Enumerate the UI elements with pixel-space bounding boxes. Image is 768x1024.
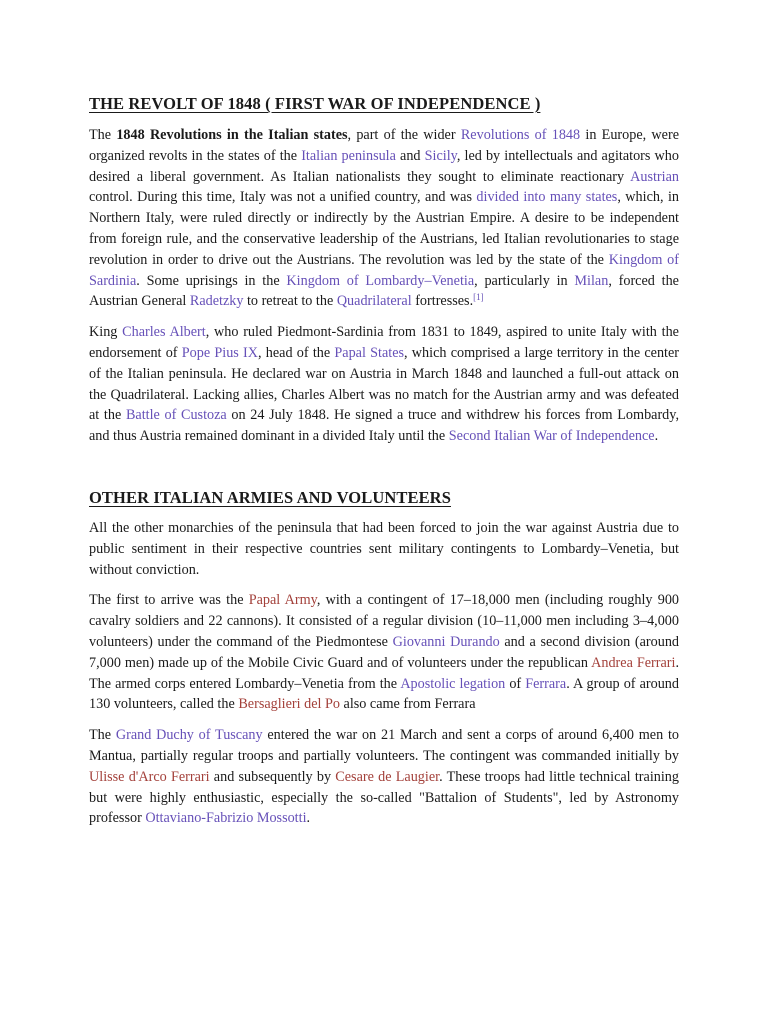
text: The first to arrive was the — [89, 592, 249, 609]
link-sicily[interactable]: Sicily — [424, 147, 457, 164]
link-giovanni-durando[interactable]: Giovanni Durando — [392, 633, 500, 650]
link-ulisse-darco-ferrari[interactable]: Ulisse d'Arco Ferrari — [89, 768, 210, 785]
link-italian-peninsula[interactable]: Italian peninsula — [301, 147, 396, 164]
link-kingdom-sardinia[interactable]: Kingdom of Sardinia — [89, 251, 679, 289]
link-grand-duchy-tuscany[interactable]: Grand Duchy of Tuscany — [115, 727, 263, 744]
text: and a second division (around 7,000 men) made up of the Mobile Civic Guard and of volunteers under the republican — [89, 633, 680, 671]
text: . — [654, 428, 659, 445]
text: . Some uprisings in the — [136, 272, 287, 289]
text: to retreat to the — [243, 293, 337, 310]
link-apostolic-legation[interactable]: Apostolic legation — [400, 675, 506, 692]
link-ferrara[interactable]: Ferrara — [525, 675, 567, 692]
text: King — [89, 324, 123, 341]
text: in Europe, were organized revolts in the states of the — [89, 127, 679, 164]
text: , who ruled Piedmont-Sardinia from 1831 to 1849, aspired to unite Italy with the endorsement of — [89, 324, 679, 361]
link-second-war-independence[interactable]: Second Italian War of Independence — [448, 428, 655, 445]
link-mossotti[interactable]: Ottaviano-Fabrizio Mossotti — [145, 810, 307, 827]
link-battle-of-custoza[interactable]: Battle of Custoza — [125, 407, 227, 424]
text: . These troops had little technical training but were highly enthusiastic, especially the so-called "Battalion of Students", led by Astronomy professor — [89, 768, 679, 827]
text: entered the war on 21 March and sent a corps of around 6,400 men to Mantua, partially regular troops and partially volunteers. The contingent was commanded initially by — [89, 727, 679, 764]
reference-link-1[interactable]: [1] — [473, 292, 484, 303]
paragraph-tuscany — [89, 725, 679, 829]
text: of — [505, 675, 526, 692]
link-lombardy-venetia[interactable]: Kingdom of Lombardy–Venetia — [286, 272, 475, 289]
link-pope-pius-ix[interactable]: Pope Pius IX — [181, 344, 259, 361]
text: fortresses. — [411, 293, 474, 310]
text: , forced the Austrian General — [89, 272, 679, 310]
paragraph-charles-albert — [89, 322, 679, 447]
paragraph-revolt-intro — [89, 125, 679, 312]
text: . The armed corps entered Lombardy–Venetia from the — [89, 654, 680, 692]
text: All the other monarchies of the peninsula that had been forced to join the war against Austria due to public sentiment in their respective countries sent military contingents to Lombardy–Venetia, but without conviction. — [89, 519, 679, 578]
link-andrea-ferrari[interactable]: Andrea Ferrari — [591, 654, 676, 671]
text: , led by intellectuals and agitators who desired a liberal government. As Italian nationalists they sought to eliminate reactionary — [89, 147, 679, 185]
text: also came from Ferrara — [339, 696, 476, 713]
text: and subsequently by — [209, 768, 336, 785]
document-content — [89, 93, 679, 839]
link-charles-albert[interactable]: Charles Albert — [122, 324, 206, 341]
bold-term: 1848 Revolutions in the Italian states — [116, 127, 348, 143]
paragraph-papal-army — [89, 590, 679, 715]
text: , which, in Northern Italy, were ruled directly or indirectly by the Austrian Empire. A desire to be independent from foreign rule, and the conservative leadership of the Austrians, led Italian revolutionaries to stage revolution in order to drive out the Austrians. The revolution was led by the state of the — [89, 189, 679, 268]
text: and — [395, 147, 425, 164]
text: control. During this time, Italy was not a unified country, and was — [89, 189, 477, 206]
link-papal-army[interactable]: Papal Army — [248, 592, 317, 609]
link-revolutions-1848[interactable]: Revolutions of 1848 — [460, 127, 581, 143]
text: , which comprised a large territory in the center of the Italian peninsula. He declared war on Austria in March 1848 and launched a full-out attack on the Quadrilateral. Lacking allies, Charles Albert was no match for the Austrian army and was defeated at the — [89, 344, 680, 424]
text: . A group of around 130 volunteers, called the — [89, 675, 679, 713]
text: on 24 July 1848. He signed a truce and withdrew his forces from Lombardy, and thus Austria remained dominant in a divided Italy until the — [89, 407, 679, 445]
section-title-other-armies: OTHER ITALIAN ARMIES AND VOLUNTEERS — [89, 487, 451, 507]
text: , particularly in — [474, 272, 575, 289]
link-papal-states[interactable]: Papal States — [334, 344, 405, 361]
link-divided-states[interactable]: divided into many states — [476, 189, 618, 206]
paragraph-monarchies — [89, 518, 679, 580]
link-milan[interactable]: Milan — [574, 272, 609, 289]
text: , part of the wider — [347, 127, 461, 143]
link-cesare-de-laugier[interactable]: Cesare de Laugier — [335, 768, 440, 785]
text: . — [306, 810, 311, 827]
text: The — [89, 127, 117, 143]
text: , with a contingent of 17–18,000 men (including roughly 900 cavalry soldiers and 22 cannons). It consisted of a regular division (10–11,000 men including 3–4,000 volunteers) under the command of the Piedmontese — [89, 592, 680, 650]
link-bersaglieri-del-po[interactable]: Bersaglieri del Po — [238, 696, 340, 713]
section-title-revolt: THE REVOLT OF 1848 ( FIRST WAR OF INDEPENDENCE ) — [89, 94, 541, 113]
text: , head of the — [258, 344, 335, 361]
link-quadrilateral[interactable]: Quadrilateral — [336, 293, 412, 310]
link-austrian[interactable]: Austrian — [630, 168, 679, 185]
text: The — [89, 727, 116, 744]
link-radetzky[interactable]: Radetzky — [189, 293, 244, 310]
